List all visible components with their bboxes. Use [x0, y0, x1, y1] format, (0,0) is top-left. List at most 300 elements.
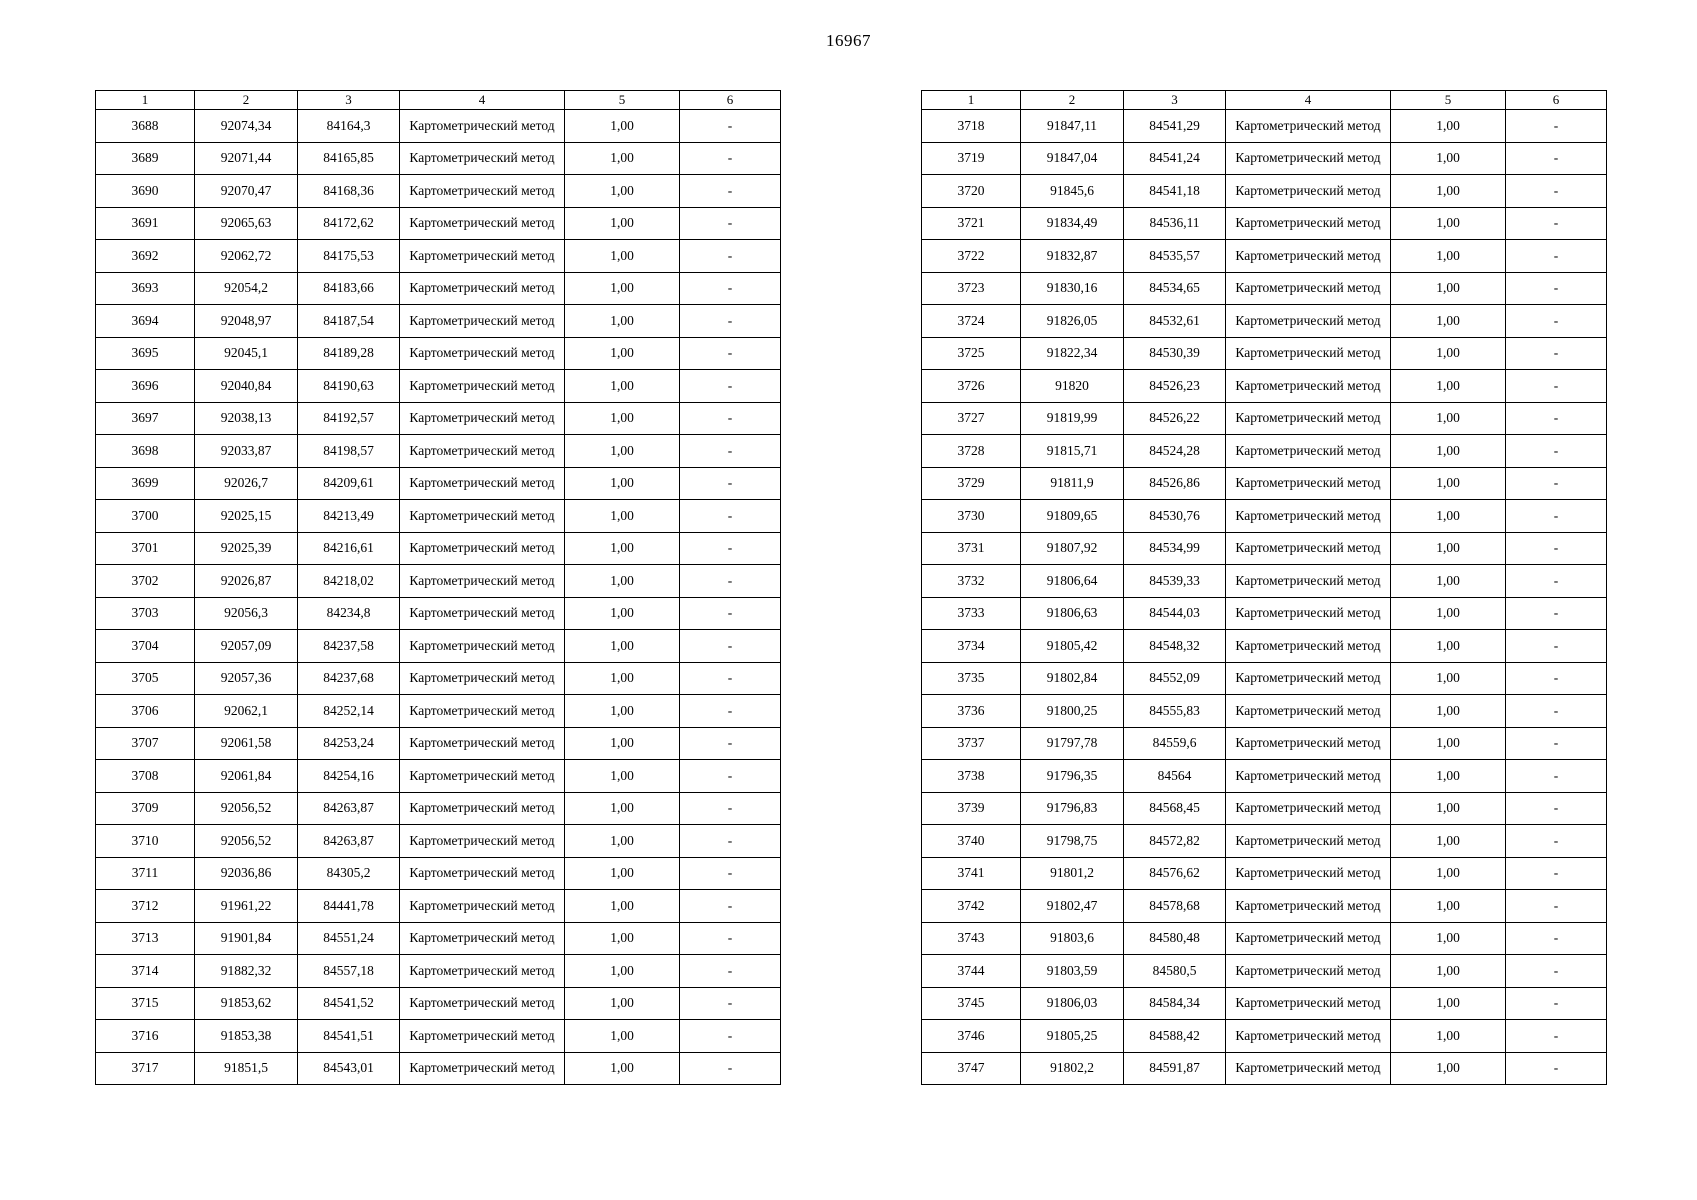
point-number-cell: 3736 [922, 695, 1021, 728]
table-row [922, 370, 1607, 403]
point-number-cell: 3710 [96, 825, 195, 858]
x-coordinate-cell: 91834,49 [1021, 207, 1124, 240]
x-coordinate-cell: 92036,86 [195, 857, 298, 890]
method-cell: Картометрический метод [400, 792, 565, 825]
note-cell: - [1506, 922, 1607, 955]
point-number-cell: 3738 [922, 760, 1021, 793]
column-header-4: 4 [400, 91, 565, 110]
note-cell: - [680, 630, 781, 663]
note-cell: - [1506, 987, 1607, 1020]
accuracy-cell: 1,00 [565, 240, 680, 273]
y-coordinate-cell: 84198,57 [298, 435, 400, 468]
accuracy-cell: 1,00 [565, 110, 680, 143]
table-row [96, 922, 781, 955]
x-coordinate-cell: 91807,92 [1021, 532, 1124, 565]
x-coordinate-cell: 92074,34 [195, 110, 298, 143]
x-coordinate-cell: 92045,1 [195, 337, 298, 370]
note-cell: - [680, 500, 781, 533]
accuracy-cell: 1,00 [565, 1020, 680, 1053]
x-coordinate-cell: 92061,58 [195, 727, 298, 760]
method-cell: Картометрический метод [1226, 857, 1391, 890]
table-row [922, 337, 1607, 370]
column-header-1: 1 [96, 91, 195, 110]
point-number-cell: 3746 [922, 1020, 1021, 1053]
note-cell: - [680, 435, 781, 468]
note-cell: - [1506, 792, 1607, 825]
table-row [96, 240, 781, 273]
method-cell: Картометрический метод [400, 435, 565, 468]
note-cell: - [680, 597, 781, 630]
note-cell: - [1506, 435, 1607, 468]
accuracy-cell: 1,00 [565, 727, 680, 760]
point-number-cell: 3696 [96, 370, 195, 403]
point-number-cell: 3695 [96, 337, 195, 370]
method-cell: Картометрический метод [400, 240, 565, 273]
table-row [922, 207, 1607, 240]
accuracy-cell: 1,00 [565, 760, 680, 793]
note-cell: - [680, 1052, 781, 1085]
point-number-cell: 3732 [922, 565, 1021, 598]
table-row [96, 955, 781, 988]
table-row [96, 727, 781, 760]
accuracy-cell: 1,00 [1391, 760, 1506, 793]
table-row [922, 272, 1607, 305]
table-row [96, 890, 781, 923]
point-number-cell: 3714 [96, 955, 195, 988]
method-cell: Картометрический метод [400, 142, 565, 175]
y-coordinate-cell: 84580,48 [1124, 922, 1226, 955]
y-coordinate-cell: 84526,22 [1124, 402, 1226, 435]
accuracy-cell: 1,00 [1391, 272, 1506, 305]
table-row [96, 597, 781, 630]
point-number-cell: 3701 [96, 532, 195, 565]
y-coordinate-cell: 84535,57 [1124, 240, 1226, 273]
accuracy-cell: 1,00 [565, 630, 680, 663]
method-cell: Картометрический метод [1226, 565, 1391, 598]
accuracy-cell: 1,00 [1391, 435, 1506, 468]
table-row [922, 1020, 1607, 1053]
table-row [96, 370, 781, 403]
y-coordinate-cell: 84591,87 [1124, 1052, 1226, 1085]
accuracy-cell: 1,00 [565, 955, 680, 988]
method-cell: Картометрический метод [1226, 305, 1391, 338]
method-cell: Картометрический метод [1226, 890, 1391, 923]
method-cell: Картометрический метод [1226, 500, 1391, 533]
point-number-cell: 3726 [922, 370, 1021, 403]
point-number-cell: 3743 [922, 922, 1021, 955]
accuracy-cell: 1,00 [565, 207, 680, 240]
accuracy-cell: 1,00 [1391, 402, 1506, 435]
accuracy-cell: 1,00 [565, 597, 680, 630]
method-cell: Картометрический метод [400, 890, 565, 923]
point-number-cell: 3733 [922, 597, 1021, 630]
note-cell: - [680, 662, 781, 695]
x-coordinate-cell: 92025,39 [195, 532, 298, 565]
x-coordinate-cell: 91815,71 [1021, 435, 1124, 468]
method-cell: Картометрический метод [400, 337, 565, 370]
note-cell: - [1506, 110, 1607, 143]
table-row [96, 1020, 781, 1053]
note-cell: - [680, 695, 781, 728]
y-coordinate-cell: 84165,85 [298, 142, 400, 175]
note-cell: - [680, 467, 781, 500]
column-header-2: 2 [1021, 91, 1124, 110]
note-cell: - [680, 272, 781, 305]
note-cell: - [680, 305, 781, 338]
method-cell: Картометрический метод [1226, 955, 1391, 988]
x-coordinate-cell: 91820 [1021, 370, 1124, 403]
accuracy-cell: 1,00 [565, 337, 680, 370]
coordinates-table-right [921, 90, 1607, 1085]
y-coordinate-cell: 84187,54 [298, 305, 400, 338]
x-coordinate-cell: 92025,15 [195, 500, 298, 533]
table-row [96, 760, 781, 793]
accuracy-cell: 1,00 [565, 857, 680, 890]
note-cell: - [680, 110, 781, 143]
accuracy-cell: 1,00 [565, 532, 680, 565]
x-coordinate-cell: 91851,5 [195, 1052, 298, 1085]
y-coordinate-cell: 84237,58 [298, 630, 400, 663]
table-row [96, 142, 781, 175]
point-number-cell: 3705 [96, 662, 195, 695]
x-coordinate-cell: 92033,87 [195, 435, 298, 468]
method-cell: Картометрический метод [1226, 987, 1391, 1020]
accuracy-cell: 1,00 [1391, 532, 1506, 565]
y-coordinate-cell: 84530,39 [1124, 337, 1226, 370]
x-coordinate-cell: 92065,63 [195, 207, 298, 240]
y-coordinate-cell: 84252,14 [298, 695, 400, 728]
accuracy-cell: 1,00 [1391, 597, 1506, 630]
x-coordinate-cell: 91797,78 [1021, 727, 1124, 760]
point-number-cell: 3731 [922, 532, 1021, 565]
table-row [922, 727, 1607, 760]
table-row [96, 630, 781, 663]
note-cell: - [1506, 597, 1607, 630]
note-cell: - [1506, 207, 1607, 240]
method-cell: Картометрический метод [1226, 337, 1391, 370]
table-row [96, 337, 781, 370]
note-cell: - [680, 142, 781, 175]
x-coordinate-cell: 91961,22 [195, 890, 298, 923]
table-row [922, 760, 1607, 793]
x-coordinate-cell: 92048,97 [195, 305, 298, 338]
accuracy-cell: 1,00 [1391, 890, 1506, 923]
method-cell: Картометрический метод [1226, 1052, 1391, 1085]
x-coordinate-cell: 91832,87 [1021, 240, 1124, 273]
point-number-cell: 3708 [96, 760, 195, 793]
method-cell: Картометрический метод [400, 207, 565, 240]
table-row [922, 402, 1607, 435]
x-coordinate-cell: 91853,38 [195, 1020, 298, 1053]
table-row [96, 175, 781, 208]
note-cell: - [1506, 630, 1607, 663]
note-cell: - [1506, 500, 1607, 533]
point-number-cell: 3704 [96, 630, 195, 663]
x-coordinate-cell: 92062,72 [195, 240, 298, 273]
point-number-cell: 3699 [96, 467, 195, 500]
x-coordinate-cell: 91845,6 [1021, 175, 1124, 208]
column-header-1: 1 [922, 91, 1021, 110]
note-cell: - [1506, 175, 1607, 208]
x-coordinate-cell: 92057,09 [195, 630, 298, 663]
note-cell: - [680, 532, 781, 565]
table-row [922, 922, 1607, 955]
x-coordinate-cell: 91901,84 [195, 922, 298, 955]
method-cell: Картометрический метод [400, 272, 565, 305]
note-cell: - [1506, 272, 1607, 305]
column-header-3: 3 [298, 91, 400, 110]
x-coordinate-cell: 92062,1 [195, 695, 298, 728]
point-number-cell: 3739 [922, 792, 1021, 825]
x-coordinate-cell: 91819,99 [1021, 402, 1124, 435]
table-row [922, 987, 1607, 1020]
table-row [922, 500, 1607, 533]
note-cell: - [1506, 402, 1607, 435]
y-coordinate-cell: 84183,66 [298, 272, 400, 305]
accuracy-cell: 1,00 [1391, 467, 1506, 500]
y-coordinate-cell: 84524,28 [1124, 435, 1226, 468]
column-header-2: 2 [195, 91, 298, 110]
point-number-cell: 3725 [922, 337, 1021, 370]
method-cell: Картометрический метод [400, 955, 565, 988]
note-cell: - [1506, 337, 1607, 370]
page-number: 16967 [826, 31, 871, 50]
table-row [922, 142, 1607, 175]
accuracy-cell: 1,00 [1391, 727, 1506, 760]
method-cell: Картометрический метод [400, 467, 565, 500]
x-coordinate-cell: 92061,84 [195, 760, 298, 793]
table-row [96, 435, 781, 468]
method-cell: Картометрический метод [1226, 597, 1391, 630]
method-cell: Картометрический метод [400, 922, 565, 955]
point-number-cell: 3727 [922, 402, 1021, 435]
note-cell: - [680, 402, 781, 435]
point-number-cell: 3689 [96, 142, 195, 175]
y-coordinate-cell: 84539,33 [1124, 565, 1226, 598]
method-cell: Картометрический метод [1226, 402, 1391, 435]
accuracy-cell: 1,00 [565, 825, 680, 858]
method-cell: Картометрический метод [400, 987, 565, 1020]
accuracy-cell: 1,00 [1391, 695, 1506, 728]
point-number-cell: 3688 [96, 110, 195, 143]
point-number-cell: 3716 [96, 1020, 195, 1053]
method-cell: Картометрический метод [400, 110, 565, 143]
accuracy-cell: 1,00 [1391, 987, 1506, 1020]
point-number-cell: 3740 [922, 825, 1021, 858]
method-cell: Картометрический метод [400, 695, 565, 728]
note-cell: - [680, 955, 781, 988]
y-coordinate-cell: 84572,82 [1124, 825, 1226, 858]
method-cell: Картометрический метод [400, 760, 565, 793]
note-cell: - [1506, 662, 1607, 695]
y-coordinate-cell: 84254,16 [298, 760, 400, 793]
table-row [922, 565, 1607, 598]
accuracy-cell: 1,00 [565, 565, 680, 598]
x-coordinate-cell: 91802,47 [1021, 890, 1124, 923]
accuracy-cell: 1,00 [1391, 175, 1506, 208]
y-coordinate-cell: 84175,53 [298, 240, 400, 273]
method-cell: Картометрический метод [400, 662, 565, 695]
accuracy-cell: 1,00 [565, 1052, 680, 1085]
note-cell: - [1506, 532, 1607, 565]
method-cell: Картометрический метод [1226, 110, 1391, 143]
point-number-cell: 3721 [922, 207, 1021, 240]
x-coordinate-cell: 92056,52 [195, 825, 298, 858]
y-coordinate-cell: 84213,49 [298, 500, 400, 533]
method-cell: Картометрический метод [400, 500, 565, 533]
note-cell: - [1506, 1052, 1607, 1085]
note-cell: - [1506, 955, 1607, 988]
point-number-cell: 3734 [922, 630, 1021, 663]
table-row [922, 1052, 1607, 1085]
point-number-cell: 3698 [96, 435, 195, 468]
note-cell: - [1506, 467, 1607, 500]
point-number-cell: 3697 [96, 402, 195, 435]
accuracy-cell: 1,00 [1391, 955, 1506, 988]
x-coordinate-cell: 92026,87 [195, 565, 298, 598]
column-header-6: 6 [680, 91, 781, 110]
point-number-cell: 3742 [922, 890, 1021, 923]
y-coordinate-cell: 84548,32 [1124, 630, 1226, 663]
point-number-cell: 3712 [96, 890, 195, 923]
point-number-cell: 3693 [96, 272, 195, 305]
x-coordinate-cell: 91822,34 [1021, 337, 1124, 370]
table-row [922, 240, 1607, 273]
y-coordinate-cell: 84237,68 [298, 662, 400, 695]
table-row [96, 467, 781, 500]
y-coordinate-cell: 84216,61 [298, 532, 400, 565]
method-cell: Картометрический метод [1226, 1020, 1391, 1053]
accuracy-cell: 1,00 [1391, 110, 1506, 143]
method-cell: Картометрический метод [1226, 175, 1391, 208]
accuracy-cell: 1,00 [1391, 500, 1506, 533]
point-number-cell: 3722 [922, 240, 1021, 273]
table-row [96, 207, 781, 240]
column-header-5: 5 [1391, 91, 1506, 110]
y-coordinate-cell: 84541,18 [1124, 175, 1226, 208]
table-row [922, 305, 1607, 338]
note-cell: - [680, 207, 781, 240]
accuracy-cell: 1,00 [565, 370, 680, 403]
y-coordinate-cell: 84580,5 [1124, 955, 1226, 988]
y-coordinate-cell: 84526,23 [1124, 370, 1226, 403]
table-row [96, 1052, 781, 1085]
x-coordinate-cell: 91796,83 [1021, 792, 1124, 825]
accuracy-cell: 1,00 [565, 500, 680, 533]
table-row [922, 435, 1607, 468]
method-cell: Картометрический метод [1226, 240, 1391, 273]
table-row [922, 890, 1607, 923]
note-cell: - [1506, 695, 1607, 728]
y-coordinate-cell: 84532,61 [1124, 305, 1226, 338]
column-header-4: 4 [1226, 91, 1391, 110]
y-coordinate-cell: 84534,99 [1124, 532, 1226, 565]
accuracy-cell: 1,00 [1391, 792, 1506, 825]
table-header-row [922, 91, 1607, 110]
note-cell: - [1506, 825, 1607, 858]
point-number-cell: 3706 [96, 695, 195, 728]
note-cell: - [680, 922, 781, 955]
note-cell: - [680, 565, 781, 598]
y-coordinate-cell: 84263,87 [298, 825, 400, 858]
method-cell: Картометрический метод [400, 532, 565, 565]
x-coordinate-cell: 92040,84 [195, 370, 298, 403]
note-cell: - [680, 727, 781, 760]
accuracy-cell: 1,00 [565, 402, 680, 435]
method-cell: Картометрический метод [1226, 792, 1391, 825]
accuracy-cell: 1,00 [1391, 662, 1506, 695]
x-coordinate-cell: 91806,64 [1021, 565, 1124, 598]
accuracy-cell: 1,00 [1391, 370, 1506, 403]
column-header-5: 5 [565, 91, 680, 110]
method-cell: Картометрический метод [1226, 435, 1391, 468]
method-cell: Картометрический метод [1226, 207, 1391, 240]
point-number-cell: 3690 [96, 175, 195, 208]
method-cell: Картометрический метод [400, 402, 565, 435]
table-row [922, 110, 1607, 143]
point-number-cell: 3692 [96, 240, 195, 273]
accuracy-cell: 1,00 [1391, 305, 1506, 338]
accuracy-cell: 1,00 [1391, 337, 1506, 370]
table-row [922, 597, 1607, 630]
point-number-cell: 3694 [96, 305, 195, 338]
point-number-cell: 3718 [922, 110, 1021, 143]
note-cell: - [1506, 240, 1607, 273]
point-number-cell: 3730 [922, 500, 1021, 533]
table-row [96, 500, 781, 533]
point-number-cell: 3719 [922, 142, 1021, 175]
accuracy-cell: 1,00 [1391, 240, 1506, 273]
accuracy-cell: 1,00 [1391, 857, 1506, 890]
x-coordinate-cell: 91802,2 [1021, 1052, 1124, 1085]
accuracy-cell: 1,00 [565, 922, 680, 955]
y-coordinate-cell: 84559,6 [1124, 727, 1226, 760]
x-coordinate-cell: 91798,75 [1021, 825, 1124, 858]
y-coordinate-cell: 84164,3 [298, 110, 400, 143]
method-cell: Картометрический метод [1226, 695, 1391, 728]
point-number-cell: 3715 [96, 987, 195, 1020]
x-coordinate-cell: 91796,35 [1021, 760, 1124, 793]
table-row [922, 857, 1607, 890]
point-number-cell: 3735 [922, 662, 1021, 695]
point-number-cell: 3737 [922, 727, 1021, 760]
x-coordinate-cell: 91806,63 [1021, 597, 1124, 630]
method-cell: Картометрический метод [1226, 467, 1391, 500]
y-coordinate-cell: 84168,36 [298, 175, 400, 208]
y-coordinate-cell: 84189,28 [298, 337, 400, 370]
note-cell: - [680, 175, 781, 208]
note-cell: - [1506, 370, 1607, 403]
table-row [96, 565, 781, 598]
x-coordinate-cell: 91802,84 [1021, 662, 1124, 695]
y-coordinate-cell: 84234,8 [298, 597, 400, 630]
y-coordinate-cell: 84552,09 [1124, 662, 1226, 695]
note-cell: - [1506, 565, 1607, 598]
note-cell: - [680, 760, 781, 793]
y-coordinate-cell: 84541,52 [298, 987, 400, 1020]
table-row [96, 662, 781, 695]
note-cell: - [680, 857, 781, 890]
method-cell: Картометрический метод [400, 597, 565, 630]
method-cell: Картометрический метод [400, 305, 565, 338]
column-header-6: 6 [1506, 91, 1607, 110]
x-coordinate-cell: 91803,59 [1021, 955, 1124, 988]
table-row [922, 955, 1607, 988]
x-coordinate-cell: 92056,52 [195, 792, 298, 825]
y-coordinate-cell: 84541,29 [1124, 110, 1226, 143]
method-cell: Картометрический метод [1226, 922, 1391, 955]
method-cell: Картометрический метод [400, 1020, 565, 1053]
